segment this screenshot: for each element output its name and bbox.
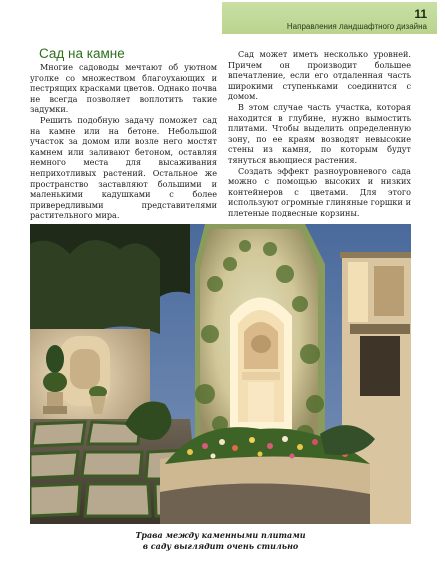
paragraph: Многие садоводы мечтают об уютном уголке со множеством благоухающих и пестрящих красками цветов. Однако почва не всегда позволяет воплотить такие задумки.	[30, 62, 217, 115]
paragraph: В этом случае часть участка, которая находится в глубине, нужно вымостить плитами. Чтобы выделить определенную зону, по ее краям возводят невысокие стены из камня, по которым будут тянуться вьющиеся растения.	[228, 101, 411, 165]
caption-line: Трава между каменными плитами	[135, 530, 306, 540]
right-column	[228, 49, 411, 219]
figure-caption	[30, 530, 411, 552]
garden-photo-illustration	[30, 224, 411, 524]
page-number: 11	[414, 7, 427, 21]
header-band	[222, 2, 437, 34]
paragraph: Решить подобную задачу поможет сад на камне или на бетоне. Небольшой участок за домом или возле него мостят камнем или заливают бетоном, оставляя немного места для высаживания неприхотливых растений. Остальное же пространство заставляют большими и маленькими кадушками с более привередливыми представителями растительного мира.	[30, 114, 217, 221]
paragraph: Сад может иметь несколько уровней. Причем он производит большее впечатление, если его отдаленная часть широкими ступеньками соединится с домом.	[228, 49, 411, 102]
section-title: Направления ландшафтного дизайна	[286, 22, 427, 31]
paragraph: Создать эффект разноуровневого сада можно с помощью высоких и низких контейнеров с цветами. Для этого используют огромные глиняные горшки и плетеные подвесные корзины.	[228, 165, 411, 218]
article-heading: Сад на камне	[39, 46, 125, 61]
caption-line: в саду выглядит очень стильно	[142, 541, 299, 551]
left-column	[30, 62, 217, 221]
garden-photo	[30, 224, 411, 524]
